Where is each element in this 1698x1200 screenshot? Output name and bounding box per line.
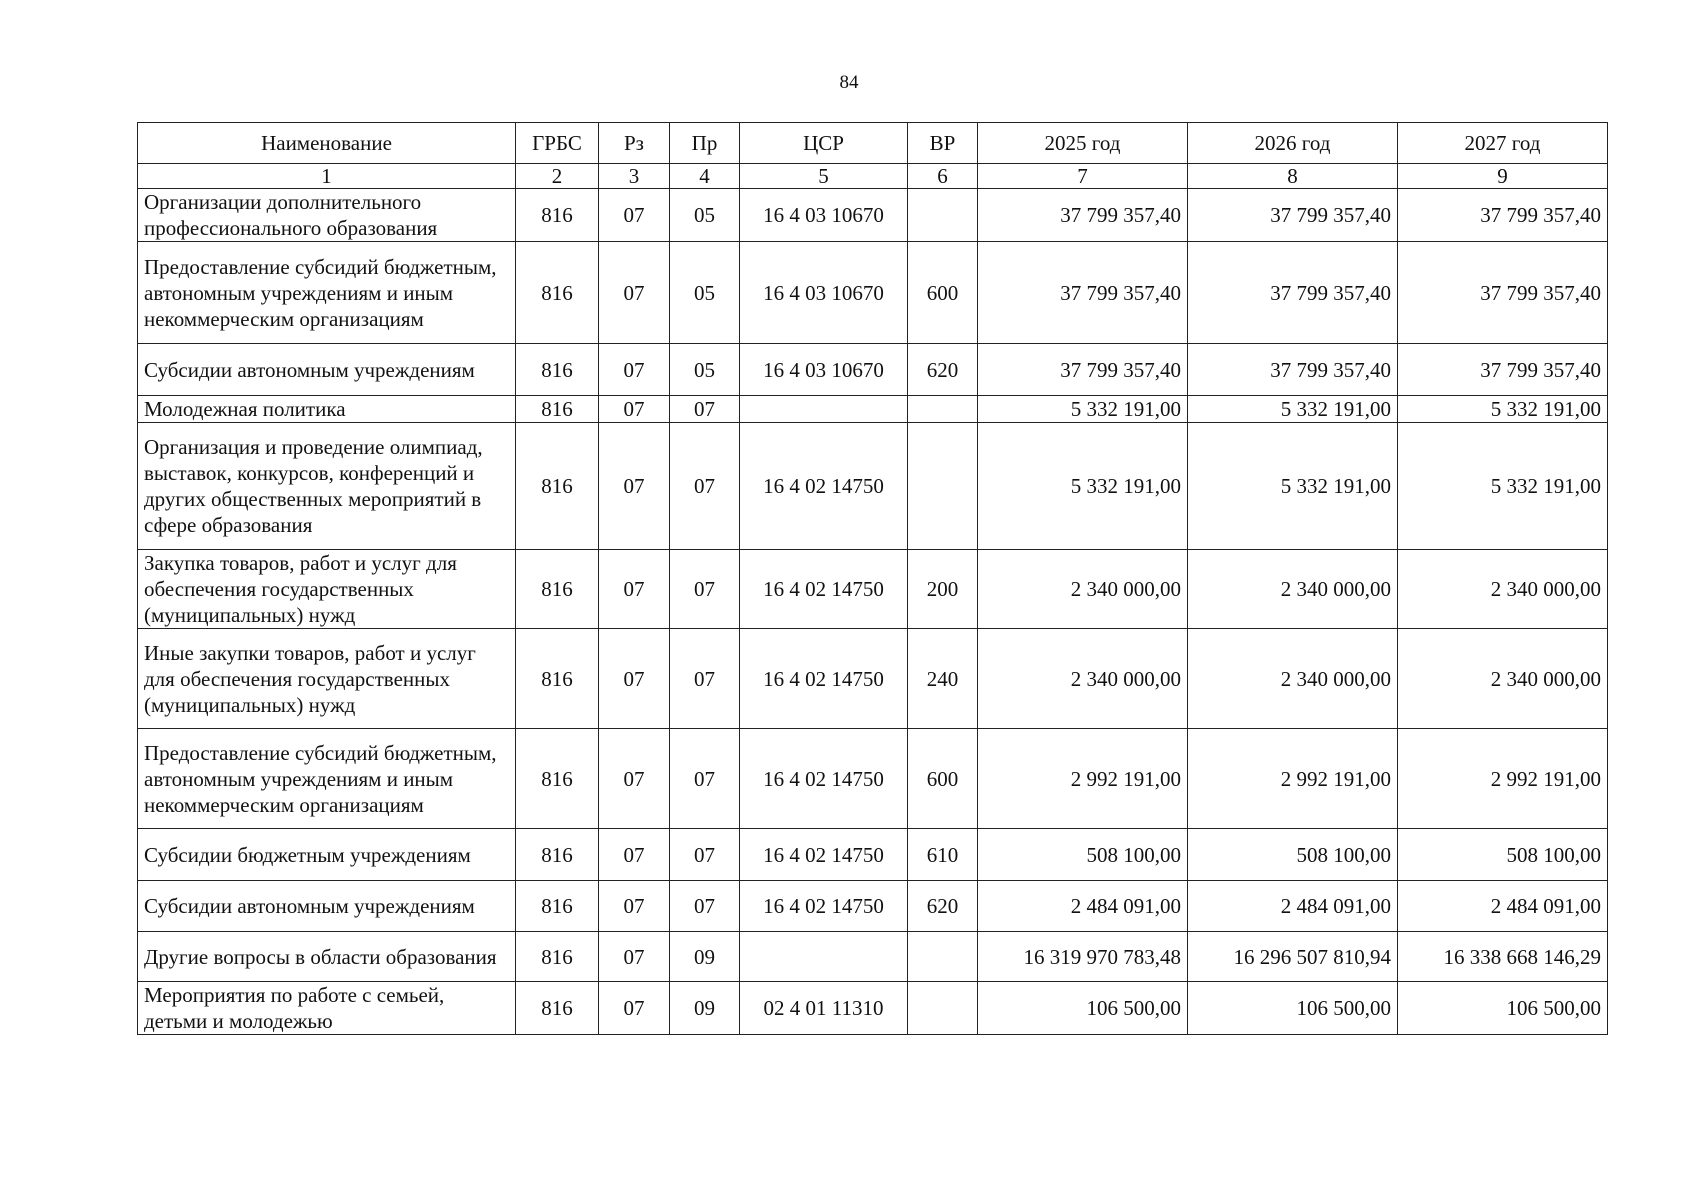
column-header-grbs: ГРБС — [516, 123, 599, 164]
row-vr — [908, 982, 978, 1035]
row-value-2026: 2 340 000,00 — [1188, 550, 1398, 629]
row-value-2025: 37 799 357,40 — [978, 344, 1188, 396]
row-grbs: 816 — [516, 932, 599, 982]
row-value-2025: 2 992 191,00 — [978, 729, 1188, 829]
row-csr: 02 4 01 11310 — [740, 982, 908, 1035]
row-vr: 610 — [908, 829, 978, 881]
row-vr: 200 — [908, 550, 978, 629]
row-name: Субсидии бюджетным учреждениям — [138, 829, 516, 881]
row-csr: 16 4 02 14750 — [740, 829, 908, 881]
row-pr: 07 — [670, 396, 740, 423]
table-row — [138, 189, 1608, 242]
row-value-2025: 37 799 357,40 — [978, 189, 1188, 242]
page-number: 84 — [839, 72, 859, 93]
row-value-2027: 37 799 357,40 — [1398, 189, 1608, 242]
row-csr: 16 4 02 14750 — [740, 729, 908, 829]
row-pr: 07 — [670, 629, 740, 729]
row-vr: 600 — [908, 729, 978, 829]
column-header-vr: ВР — [908, 123, 978, 164]
row-pr: 07 — [670, 550, 740, 629]
row-vr: 600 — [908, 242, 978, 344]
column-number: 5 — [740, 164, 908, 189]
row-grbs: 816 — [516, 881, 599, 932]
row-pr: 07 — [670, 423, 740, 550]
row-value-2025: 2 340 000,00 — [978, 629, 1188, 729]
row-rz: 07 — [599, 423, 670, 550]
row-value-2026: 37 799 357,40 — [1188, 242, 1398, 344]
row-vr: 240 — [908, 629, 978, 729]
column-number: 3 — [599, 164, 670, 189]
row-rz: 07 — [599, 982, 670, 1035]
row-value-2027: 106 500,00 — [1398, 982, 1608, 1035]
row-csr: 16 4 03 10670 — [740, 242, 908, 344]
row-name: Организации дополнительного профессионального образования — [138, 189, 516, 242]
row-value-2025: 2 484 091,00 — [978, 881, 1188, 932]
row-grbs: 816 — [516, 242, 599, 344]
budget-table — [137, 122, 1608, 1035]
row-grbs: 816 — [516, 829, 599, 881]
row-rz: 07 — [599, 881, 670, 932]
row-vr — [908, 423, 978, 550]
row-value-2027: 2 340 000,00 — [1398, 550, 1608, 629]
row-pr: 05 — [670, 344, 740, 396]
row-name: Субсидии автономным учреждениям — [138, 344, 516, 396]
header-row — [138, 123, 1608, 164]
column-number: 1 — [138, 164, 516, 189]
row-pr: 05 — [670, 242, 740, 344]
row-rz: 07 — [599, 829, 670, 881]
row-pr: 07 — [670, 729, 740, 829]
table-row — [138, 881, 1608, 932]
row-value-2025: 37 799 357,40 — [978, 242, 1188, 344]
column-number: 4 — [670, 164, 740, 189]
row-value-2025: 508 100,00 — [978, 829, 1188, 881]
column-header-csr: ЦСР — [740, 123, 908, 164]
column-number: 9 — [1398, 164, 1608, 189]
column-header-name: Наименование — [138, 123, 516, 164]
row-csr: 16 4 03 10670 — [740, 344, 908, 396]
column-header-rz: Рз — [599, 123, 670, 164]
row-value-2025: 16 319 970 783,48 — [978, 932, 1188, 982]
row-csr — [740, 932, 908, 982]
table-row — [138, 829, 1608, 881]
row-name: Иные закупки товаров, работ и услуг для обеспечения государственных (муниципальных) нужд — [138, 629, 516, 729]
row-name: Другие вопросы в области образования — [138, 932, 516, 982]
row-grbs: 816 — [516, 629, 599, 729]
row-value-2026: 508 100,00 — [1188, 829, 1398, 881]
row-pr: 09 — [670, 982, 740, 1035]
row-value-2027: 5 332 191,00 — [1398, 423, 1608, 550]
row-rz: 07 — [599, 629, 670, 729]
column-number: 8 — [1188, 164, 1398, 189]
row-grbs: 816 — [516, 189, 599, 242]
row-value-2027: 2 340 000,00 — [1398, 629, 1608, 729]
column-header-2027: 2027 год — [1398, 123, 1608, 164]
row-value-2026: 2 340 000,00 — [1188, 629, 1398, 729]
row-value-2027: 37 799 357,40 — [1398, 344, 1608, 396]
row-rz: 07 — [599, 242, 670, 344]
column-number: 2 — [516, 164, 599, 189]
row-rz: 07 — [599, 932, 670, 982]
row-vr — [908, 189, 978, 242]
row-name: Предоставление субсидий бюджетным, автономным учреждениям и иным некоммерческим организациям — [138, 729, 516, 829]
table-row — [138, 396, 1608, 423]
row-pr: 05 — [670, 189, 740, 242]
row-value-2026: 2 992 191,00 — [1188, 729, 1398, 829]
table-row — [138, 982, 1608, 1035]
table-row — [138, 423, 1608, 550]
column-header-pr: Пр — [670, 123, 740, 164]
row-rz: 07 — [599, 550, 670, 629]
row-grbs: 816 — [516, 344, 599, 396]
row-grbs: 816 — [516, 729, 599, 829]
column-header-2026: 2026 год — [1188, 123, 1398, 164]
table-body — [138, 189, 1608, 1035]
row-value-2025: 5 332 191,00 — [978, 423, 1188, 550]
row-rz: 07 — [599, 189, 670, 242]
row-csr: 16 4 02 14750 — [740, 423, 908, 550]
table-row — [138, 242, 1608, 344]
row-value-2027: 2 484 091,00 — [1398, 881, 1608, 932]
row-grbs: 816 — [516, 550, 599, 629]
row-name: Субсидии автономным учреждениям — [138, 881, 516, 932]
row-vr — [908, 396, 978, 423]
row-pr: 09 — [670, 932, 740, 982]
row-grbs: 816 — [516, 423, 599, 550]
table-row — [138, 629, 1608, 729]
row-csr: 16 4 02 14750 — [740, 629, 908, 729]
row-pr: 07 — [670, 881, 740, 932]
row-value-2027: 508 100,00 — [1398, 829, 1608, 881]
row-grbs: 816 — [516, 982, 599, 1035]
column-number: 6 — [908, 164, 978, 189]
row-value-2026: 16 296 507 810,94 — [1188, 932, 1398, 982]
row-value-2025: 5 332 191,00 — [978, 396, 1188, 423]
table-row — [138, 550, 1608, 629]
row-csr: 16 4 02 14750 — [740, 550, 908, 629]
column-number-row — [138, 164, 1608, 189]
row-value-2027: 16 338 668 146,29 — [1398, 932, 1608, 982]
column-number: 7 — [978, 164, 1188, 189]
row-name: Закупка товаров, работ и услуг для обеспечения государственных (муниципальных) нужд — [138, 550, 516, 629]
row-value-2026: 5 332 191,00 — [1188, 396, 1398, 423]
row-value-2026: 2 484 091,00 — [1188, 881, 1398, 932]
row-name: Предоставление субсидий бюджетным, автономным учреждениям и иным некоммерческим организациям — [138, 242, 516, 344]
row-pr: 07 — [670, 829, 740, 881]
row-csr: 16 4 03 10670 — [740, 189, 908, 242]
row-value-2027: 5 332 191,00 — [1398, 396, 1608, 423]
row-value-2025: 106 500,00 — [978, 982, 1188, 1035]
row-rz: 07 — [599, 344, 670, 396]
row-value-2025: 2 340 000,00 — [978, 550, 1188, 629]
row-vr — [908, 932, 978, 982]
table-row — [138, 932, 1608, 982]
row-value-2026: 5 332 191,00 — [1188, 423, 1398, 550]
row-vr: 620 — [908, 344, 978, 396]
row-value-2026: 106 500,00 — [1188, 982, 1398, 1035]
column-header-2025: 2025 год — [978, 123, 1188, 164]
row-value-2026: 37 799 357,40 — [1188, 189, 1398, 242]
row-value-2027: 37 799 357,40 — [1398, 242, 1608, 344]
row-name: Организация и проведение олимпиад, выставок, конкурсов, конференций и других общественных мероприятий в сфере образования — [138, 423, 516, 550]
row-value-2027: 2 992 191,00 — [1398, 729, 1608, 829]
row-grbs: 816 — [516, 396, 599, 423]
row-rz: 07 — [599, 729, 670, 829]
table-row — [138, 729, 1608, 829]
row-name: Молодежная политика — [138, 396, 516, 423]
row-vr: 620 — [908, 881, 978, 932]
row-value-2026: 37 799 357,40 — [1188, 344, 1398, 396]
row-csr: 16 4 02 14750 — [740, 881, 908, 932]
table-row — [138, 344, 1608, 396]
row-rz: 07 — [599, 396, 670, 423]
row-name: Мероприятия по работе с семьей, детьми и молодежью — [138, 982, 516, 1035]
row-csr — [740, 396, 908, 423]
